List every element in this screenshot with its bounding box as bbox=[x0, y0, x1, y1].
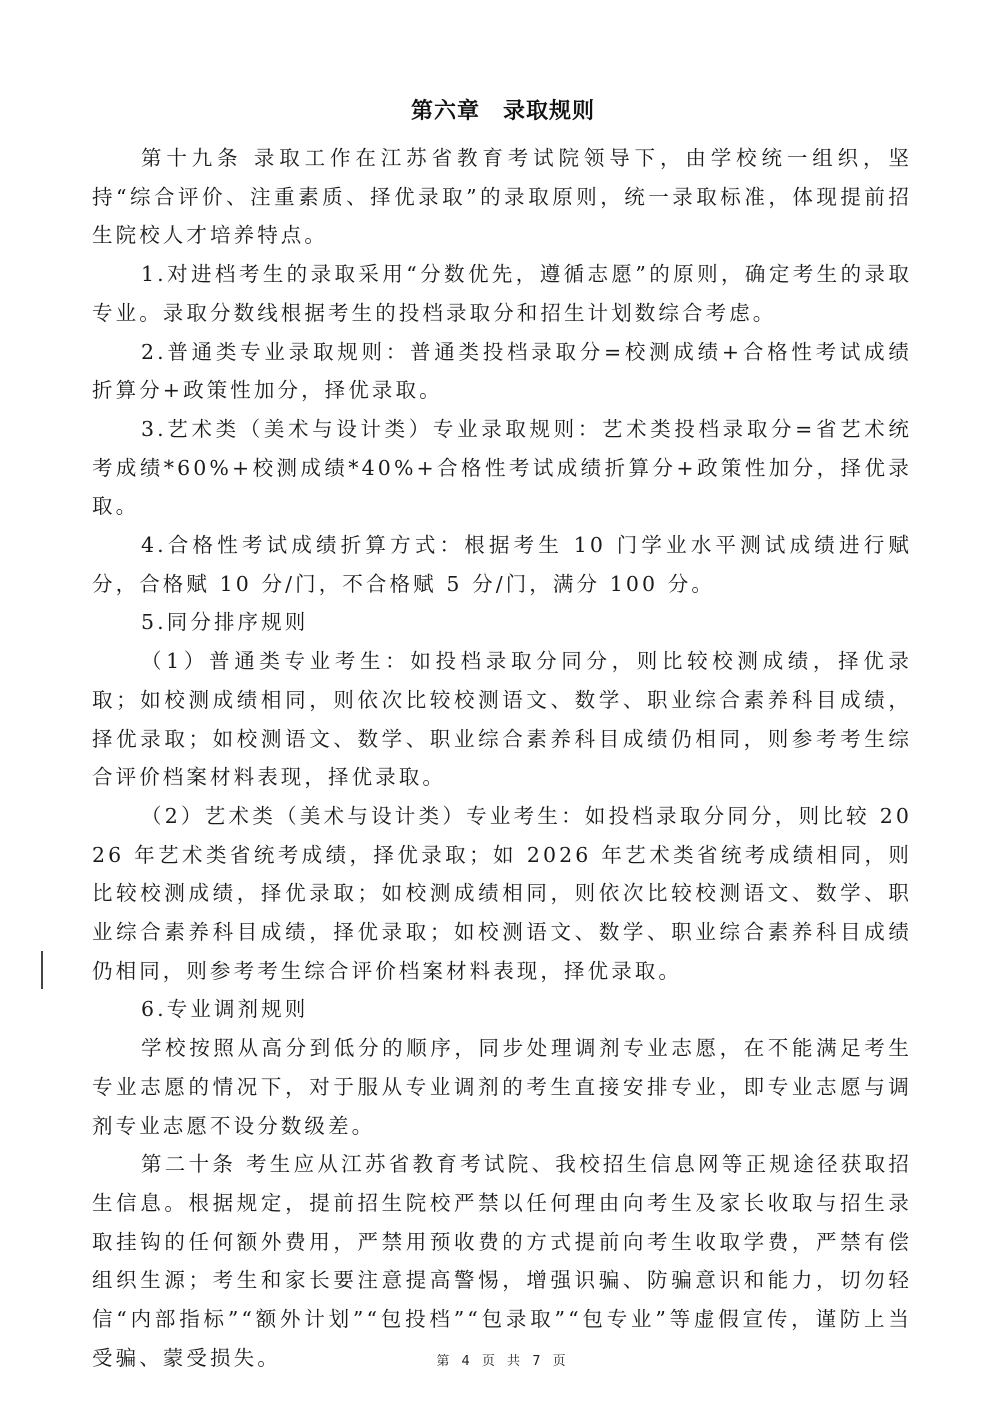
rule-6-heading: 6.专业调剂规则 bbox=[141, 997, 309, 1022]
article-20-paragraph: 第二十条 考生应从江苏省教育考试院、我校招生信息网等正规途径获取招生信息。根据规定，提前招生院校严禁以任何理由向考生及家长收取与招生录取挂钩的任何额外费用，严禁用预收费的方式提前向考生收取学费，严禁有偿组织生源；考生和家长要注意提高警惕，增强识骗、防骗意识和能力，切勿轻信“内部指标”“额外计划”“包投档”“包录取”“包专业”等虚假宣传，谨防上当受骗、蒙受损失。 bbox=[92, 1152, 912, 1370]
rule-6-paragraph: 学校按照从高分到低分的顺序，同步处理调剂专业志愿，在不能满足考生专业志愿的情况下，对于服从专业调剂的考生直接安排专业，即专业志愿与调剂专业志愿不设分数级差。 bbox=[92, 1036, 912, 1138]
document-body bbox=[92, 139, 912, 1378]
rule-4-paragraph: 4.合格性考试成绩折算方式：根据考生 10 门学业水平测试成绩进行赋分，合格赋 10 分/门，不合格赋 5 分/门，满分 100 分。 bbox=[92, 533, 912, 596]
page-number-footer: 第 4 页 共 7 页 bbox=[436, 1354, 570, 1369]
rule-1-paragraph: 1.对进档考生的录取采用“分数优先，遵循志愿”的原则，确定考生的录取专业。录取分数线根据考生的投档录取分和招生计划数综合考虑。 bbox=[92, 262, 912, 325]
rule-5-1-paragraph: （1）普通类专业考生：如投档录取分同分，则比较校测成绩，择优录取；如校测成绩相同，则依次比较校测语文、数学、职业综合素养科目成绩，择优录取；如校测语文、数学、职业综合素养科目成绩仍相同，则参考考生综合评价档案材料表现，择优录取。 bbox=[92, 649, 912, 790]
rule-5-2-paragraph: （2）艺术类（美术与设计类）专业考生：如投档录取分同分，则比较 2026 年艺术类省统考成绩，择优录取；如 2026 年艺术类省统考成绩相同，则比较校测成绩，择优录取；如校测成绩相同，则依次比较校测语文、数学、职业综合素养科目成绩，择优录取；如校测语文、数学、职业综合素养科目成绩仍相同，则参考考生综合评价档案材料表现，择优录取。 bbox=[92, 803, 912, 983]
article-19-paragraph: 第十九条 录取工作在江苏省教育考试院领导下，由学校统一组织，坚持“综合评价、注重素质、择优录取”的录取原则，统一录取标准，体现提前招生院校人才培养特点。 bbox=[92, 146, 912, 248]
rule-2-paragraph: 2.普通类专业录取规则：普通类投档录取分=校测成绩+合格性考试成绩折算分+政策性加分，择优录取。 bbox=[92, 339, 912, 403]
rule-5-heading: 5.同分排序规则 bbox=[141, 610, 309, 635]
rule-3-paragraph: 3.艺术类（美术与设计类）专业录取规则：艺术类投档录取分=省艺术统考成绩*60%+校测成绩*40%+合格性考试成绩折算分+政策性加分，择优录取。 bbox=[92, 416, 912, 519]
chapter-title: 第六章 录取规则 bbox=[410, 99, 595, 124]
text-cursor bbox=[41, 951, 43, 989]
